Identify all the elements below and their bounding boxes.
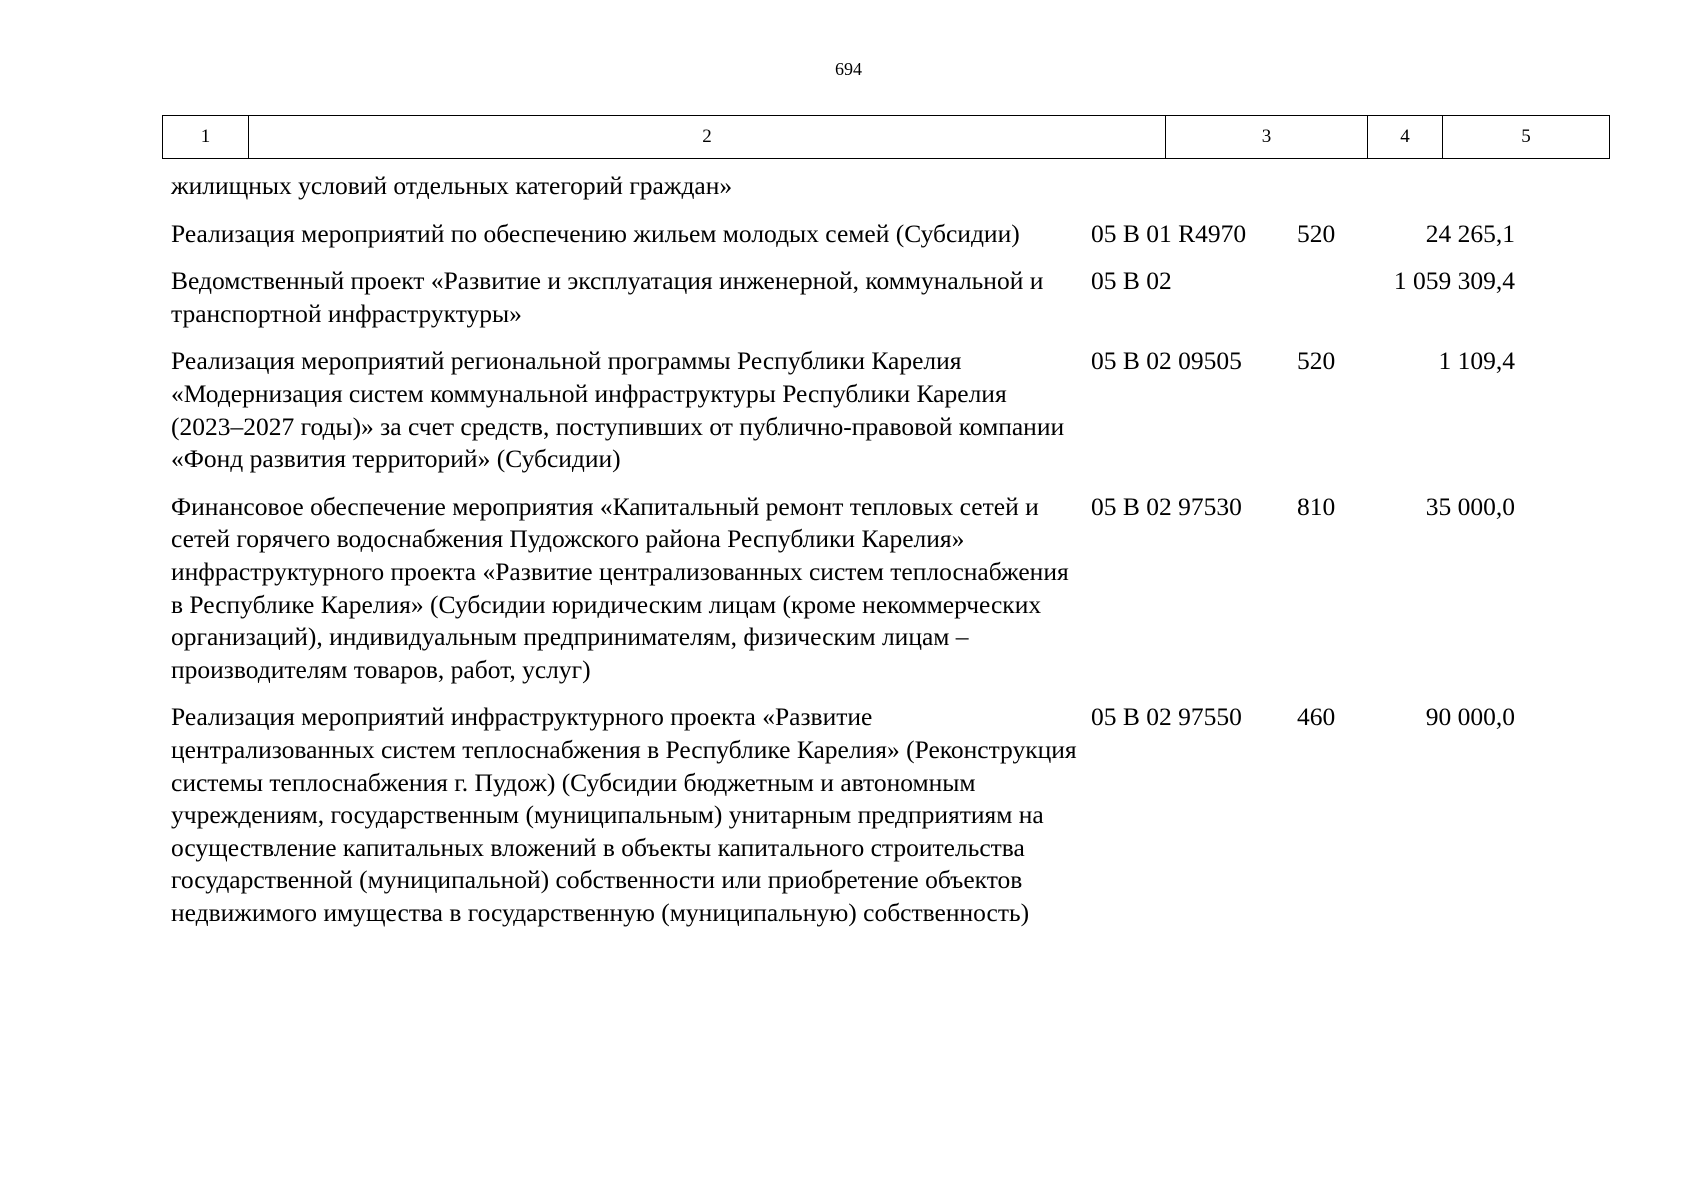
table-row	[162, 345, 1609, 475]
header-col-2: 2	[249, 116, 1166, 159]
row-amount: 1 059 309,4	[1393, 266, 1515, 296]
header-row	[163, 116, 1610, 159]
table-row	[162, 170, 1609, 203]
row-type: 520	[1297, 218, 1336, 248]
row-description: Реализация мероприятий региональной программы Республики Карелия «Модернизация систем коммунальной инфраструктуры Республики Карелия (2023–2027 годы)» за счет средств, поступивших от публично-правовой компании «Фонд развития территорий» (Субсидии)	[171, 346, 1065, 474]
table-row	[162, 491, 1609, 687]
row-code	[1079, 170, 1281, 203]
row-code: 05 В 02 97550	[1091, 702, 1242, 732]
header-col-1: 1	[163, 116, 249, 159]
row-code: 05 В 02 97530	[1091, 491, 1242, 521]
row-amount: 35 000,0	[1425, 491, 1515, 521]
header-col-4: 4	[1368, 116, 1443, 159]
row-code: 05 В 02	[1091, 266, 1172, 296]
row-type: 520	[1297, 346, 1336, 376]
table-row	[162, 265, 1609, 330]
row-description: Финансовое обеспечение мероприятия «Капитальный ремонт тепловых сетей и сетей горячего водоснабжения Пудожского района Республики Карелия» инфраструктурного проекта «Развитие централизованных систем теплоснабжения в Республике Карелия» (Субсидии юридическим лицам (кроме некоммерческих организаций), индивидуальным предпринимателям, физическим лицам – производителям товаров, работ, услуг)	[171, 491, 1069, 684]
header-col-3: 3	[1166, 116, 1368, 159]
table-body	[162, 170, 1609, 929]
row-type: 810	[1297, 491, 1336, 521]
row-type	[1281, 170, 1356, 203]
table-header	[162, 115, 1610, 159]
row-amount: 90 000,0	[1425, 702, 1515, 732]
row-amount: 24 265,1	[1425, 218, 1515, 248]
row-type	[1281, 265, 1356, 330]
header-col-5: 5	[1443, 116, 1610, 159]
row-description: Реализация мероприятий по обеспечению жильем молодых семей (Субсидии)	[171, 218, 1020, 248]
row-amount: 1 109,4	[1438, 346, 1515, 376]
page-number: 694	[835, 59, 862, 79]
table-row	[162, 218, 1609, 251]
row-code: 05 В 01 R4970	[1091, 218, 1247, 248]
row-description: Реализация мероприятий инфраструктурного проекта «Развитие централизованных систем теплоснабжения в Республике Карелия» (Реконструкция системы теплоснабжения г. Пудож) (Субсидии бюджетным и автономным учреждениям, государственным (муниципальным) унитарным предприятиям на осуществление капитальных вложений в объекты капитального строительства государственной (муниципальной) собственности или приобретение объектов недвижимого имущества в государственную (муниципальную) собственность)	[171, 702, 1077, 927]
row-code: 05 В 02 09505	[1091, 346, 1242, 376]
row-description: жилищных условий отдельных категорий граждан»	[171, 171, 733, 200]
row-description: Ведомственный проект «Развитие и эксплуатация инженерной, коммунальной и транспортной инфраструктуры»	[171, 266, 1044, 328]
table-row	[162, 701, 1609, 929]
row-type: 460	[1297, 702, 1336, 732]
row-amount	[1356, 170, 1523, 203]
